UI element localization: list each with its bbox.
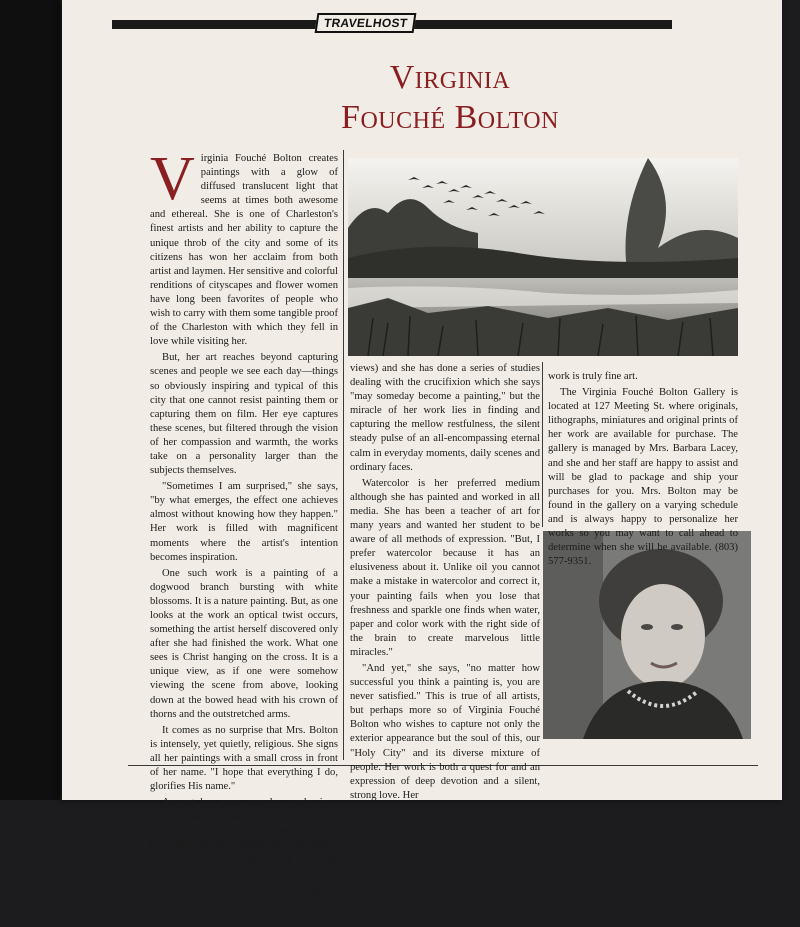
masthead-logo: TRAVELHOST — [315, 13, 417, 33]
paragraph: views) and she has done a series of studies dealing with the crucifixion which she says "may someday become a painting," but the miracle of her work lies in finding and capturing the mellow restfulness, the silent steady pulse of an all-encompassing eternal calm in everyday moments, daily scenes and ordinary faces. — [350, 363, 540, 473]
column-rule-2 — [542, 362, 543, 527]
article-column-1 — [150, 145, 338, 927]
paragraph: One such work is a painting of a dogwood branch bursting with white blossoms. It is a nature painting. But, as one looks at the work an optical twist occurs, something the artist herself discovered only after she had finished the work. What one sees is Christ hanging on the cross. It is a unique view, as if one were somehow viewing the scene from above, looking down at the bowed head with his crown of thorns and the outstretched arms. — [150, 567, 338, 720]
paragraph: Virginia Fouché Bolton creates paintings with a glow of diffused translucent light that seems at times both awesome and ethereal. She is one of Charleston's finest artists and her ability to capture the unique throb of the city and some of its citizens has won her acclaim from both artist and laymen. Her sensitive and colorful renditions of cityscapes and flower women have long been favorites of people who wish to carry with them some tangible proof of the Charleston with which they fell in love while visiting her. — [150, 145, 338, 348]
article-title — [250, 58, 650, 138]
paragraph: "And yet," she says, "no matter how successful you think a painting is, you are never satisfied." This is true of all artists, but perhaps more so of Virginia Fouché Bolton who wishes to capture not only the exterior appearance but the soul of this, our "Holy City" and its diverse mixture of people. Her work is both a quest for and an expression of deep devotion and a silent, strong love. Her — [350, 662, 540, 801]
drop-cap: V — [150, 145, 195, 213]
column-rule-1 — [343, 150, 344, 760]
article-title-line1: Virginia — [389, 59, 511, 96]
paragraph: But, her art reaches beyond capturing scenes and people we see each day—things so obviously inspiring and typical of this city that one cannot resist painting them or capturing them on film. Her eye captures these scenes, but filtered through the vision of her compassion and warmth, the works take on a personality larger than the subjects themselves. — [150, 352, 338, 477]
paragraph: Her subjects are very rarely religious. She does paint churches (both interior and exterior — [150, 883, 338, 923]
paragraph: Watercolor is her preferred medium although she has painted and worked in all media. She has been a teacher of art for many years and wanted her student to be aware of all methods of expression. "But, I prefer watercolor because it has an elusiveness about it. Unlike oil you cannot make a mistake in watercolor and correct it, your painting fails when you lose that freshness and sparkle one finds when water, paper and color work with the right side of the brain to create marvelous little miracles." — [350, 477, 540, 658]
paragraph: work is truly fine art. — [548, 371, 638, 382]
landscape-painting-illustration — [348, 158, 738, 356]
landscape-painting-image — [348, 158, 738, 356]
paragraph: The Virginia Fouché Bolton Gallery is located at 127 Meeting St. where originals, lithographs, miniatures and original prints of her work are available for purchase. The gallery is managed by Mrs. Barbara Lacey, and she and her staff are happy to assist and will be glad to package and ship your purchases for you. Mrs. Bolton may be found in the gallery on a varying schedule and is always happy to personalize her works so you may want to call ahead to determine when she will be available. (803) 577-9351. — [548, 387, 738, 568]
article-column-2 — [350, 362, 540, 805]
paragraph: It comes as no surprise that Mrs. Bolton is intensely, yet quietly, religious. She signs all her paintings with a small cross in front of her name. "I hope that everything I do, glorifies His name." — [150, 724, 338, 793]
paragraph: Among her more popular works is a series of black faces—people she sees in the rural community of Edisto Island where she lives. Painted with compelling compassion, these are the faces mellowed by a lifetime of bittersweet experience. — [150, 797, 338, 879]
article-column-3 — [548, 370, 738, 571]
table-background — [0, 0, 60, 800]
article-title-line2: Fouché Bolton — [341, 99, 559, 136]
paragraph: "Sometimes I am surprised," she says, "by what emerges, the effect one achieves almost without knowing how they happen." Her work is filled with magnificent moments where the artist's intention becomes inspiration. — [150, 481, 338, 563]
